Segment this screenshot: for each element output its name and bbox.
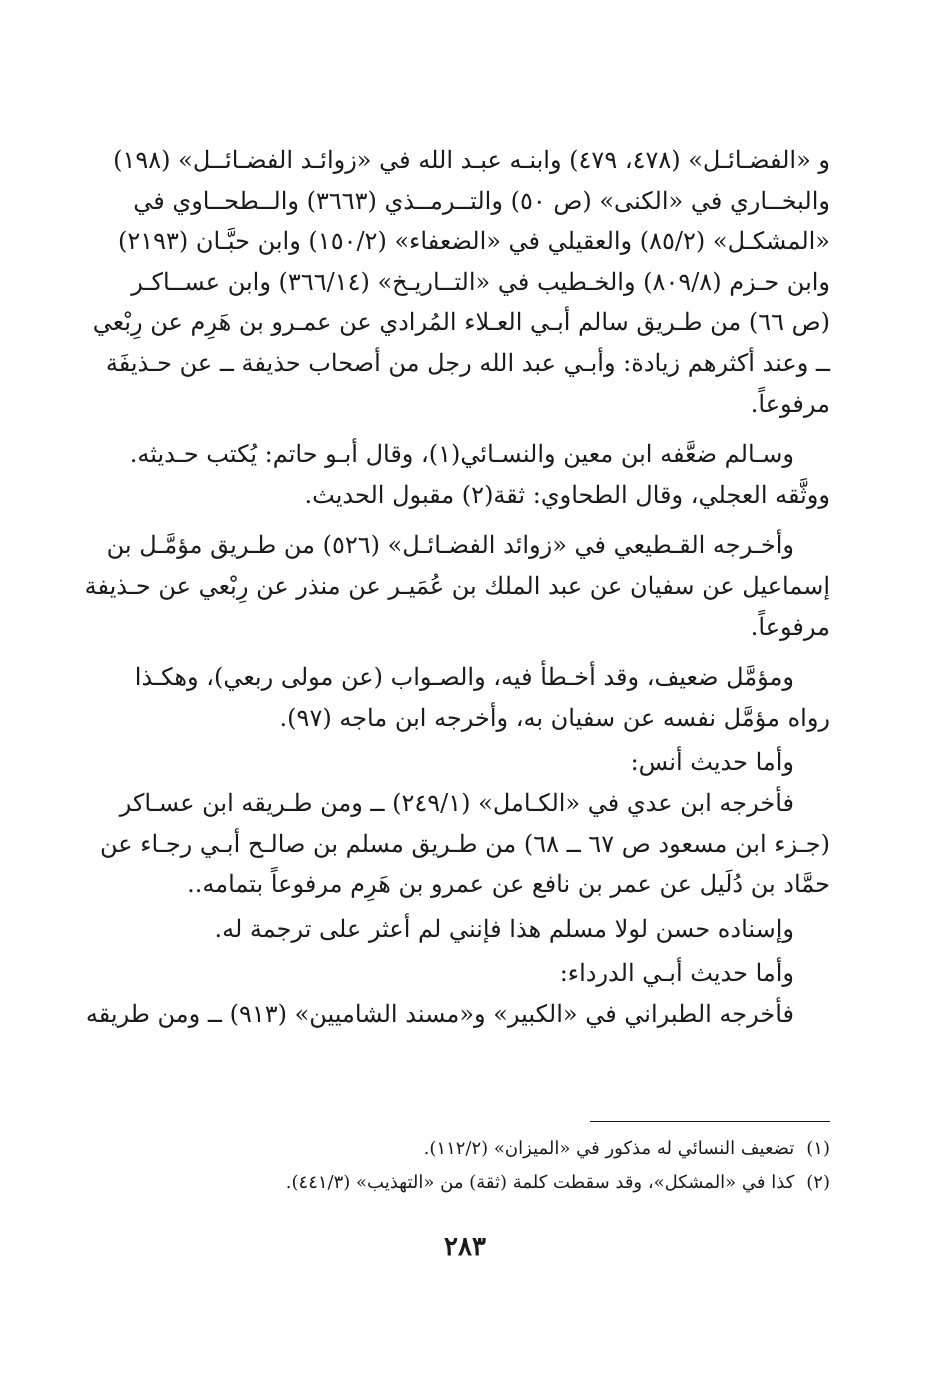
text-line: وأما حديث أنس:	[630, 748, 794, 777]
text-line: مرفوعاً.	[750, 389, 830, 418]
footnote-number: (٢)	[806, 1172, 830, 1193]
text-line: وإسناده حسن لولا مسلم هذا فإنني لم أعثر على ترجمة له.	[214, 914, 794, 943]
text-line: (ص ٦٦) من طـريق سالم أبـي العـلاء المُرادي عن عمـرو بن هَرِم عن رِبْعي	[92, 308, 830, 337]
footnotes	[136, 1132, 830, 1200]
text-line: فأخرجه الطبراني في «الكبير» و«مسند الشاميين» (٩١٣) ــ ومن طريقه	[85, 999, 794, 1028]
text-line: وأخـرجه القـطيعي في «زوائد الفضـائـل» (٥٢٦) من طـريق مؤمَّـل بن	[106, 531, 794, 560]
main-text	[84, 140, 830, 1034]
footnote-number: (١)	[806, 1138, 830, 1159]
text-line: ووثَّقه العجلي، وقال الطحاوي: ثقة(٢) مقبول الحديث.	[304, 480, 830, 509]
text-line: وابن حـزم (٨٠٩/٨) والخـطيب في «التــاريـخ» (٣٦٦/١٤) وابن عســاكـر	[131, 267, 830, 296]
footnote	[136, 1166, 830, 1200]
text-line: وسـالم ضعَّفه ابن معين والنسـائي(١)، وقال أبـو حاتم: يُكتب حـديثه.	[129, 440, 794, 469]
footnote	[136, 1132, 830, 1166]
text-line: فأخرجه ابن عدي في «الكـامل» (٢٤٩/١) ــ ومن طـريقه ابن عسـاكر	[119, 788, 794, 817]
text-line: والبخــاري في «الكنى» (ص ٥٠) والتــرمــذي (٣٦٦٣) والــطحــاوي في	[133, 186, 830, 215]
text-line: ومؤمَّل ضعيف، وقد أخـطأ فيه، والصـواب (عن مولى ربعي)، وهكـذا	[134, 663, 794, 692]
text-line: (جـزء ابن مسعود ص ٦٧ ــ ٦٨) من طـريق مسلم بن صالـح أبـي رجـاء عن	[99, 829, 830, 858]
text-line: إسماعيل عن سفيان عن عبد الملك بن عُمَيـر عن منذر عن رِبْعي عن حـذيفة	[84, 571, 830, 600]
text-line: رواه مؤمَّل نفسه عن سفيان به، وأخرجه ابن ماجه (٩٧).	[279, 703, 830, 732]
footnote-divider	[590, 1121, 830, 1122]
text-line: مرفوعاً.	[750, 612, 830, 641]
text-line: وأما حديث أبـي الدرداء:	[559, 959, 794, 988]
text-line: حمَّاد بن دُلَيل عن عمر بن نافع عن عمرو بن هَرِم مرفوعاً بتمامه..	[187, 870, 830, 899]
footnote-text: كذا في «المشكل»، وقد سقطت كلمة (ثقة) من «التهذيب» (٤٤١/٣).	[285, 1172, 795, 1193]
text-line: «المشكـل» (٨٥/٢) والعقيلي في «الضعفاء» (١٥٠/٢) وابن حبَّـان (٢١٩٣)	[117, 227, 830, 256]
text-line: ــ وعند أكثرهم زيادة: وأبـي عبد الله رجل من أصحاب حذيفة ــ عن حـذيفَة	[105, 348, 830, 377]
footnote-text: تضعيف النسائي له مذكور في «الميزان» (١١٢/٢).	[423, 1138, 795, 1159]
text-line: و «الفضـائـل» (٤٧٨، ٤٧٩) وابنـه عبـد الله في «زوائـد الفضـائــل» (١٩٨)	[113, 146, 830, 174]
page-number: ٢٨٣	[444, 1232, 486, 1262]
